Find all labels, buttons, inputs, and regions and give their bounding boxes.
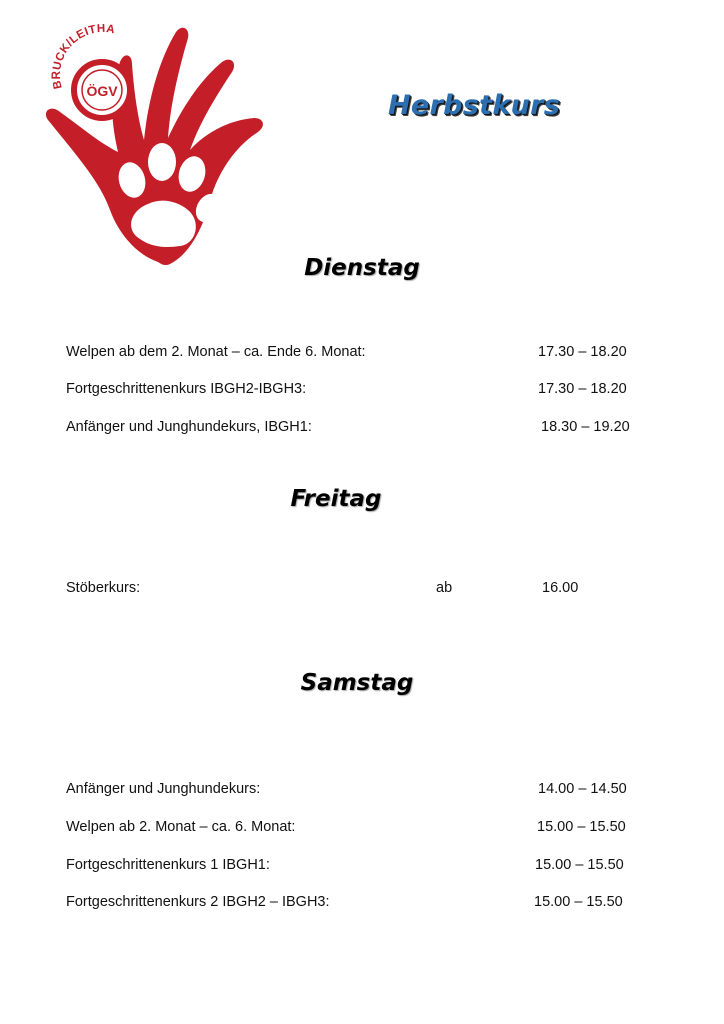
emblem-text: ÖGV: [86, 83, 118, 99]
course-label: Fortgeschrittenenkurs 2 IBGH2 – IBGH3:: [66, 894, 330, 910]
schedule-row: [0, 819, 724, 839]
course-label: Fortgeschrittenenkurs 1 IBGH1:: [66, 857, 270, 873]
course-label: Anfänger und Junghundekurs:: [66, 781, 261, 797]
schedule-row: [0, 419, 724, 439]
course-time: 14.00 – 14.50: [538, 781, 627, 797]
course-time: 16.00: [542, 580, 579, 596]
page-title: Herbstkurs: [388, 90, 561, 121]
course-prefix: ab: [436, 580, 453, 596]
schedule-row: [0, 381, 724, 401]
logo-text: BRUCK/LEITHA: [50, 22, 117, 90]
course-time: 15.00 – 15.50: [534, 894, 623, 910]
course-label: Welpen ab 2. Monat – ca. 6. Monat:: [66, 819, 296, 835]
course-time: 17.30 – 18.20: [538, 381, 627, 397]
course-time: 17.30 – 18.20: [538, 344, 627, 360]
course-time: 15.00 – 15.50: [537, 819, 626, 835]
course-time: 15.00 – 15.50: [535, 857, 624, 873]
day-heading-samstag: Samstag: [300, 670, 414, 696]
course-time: 18.30 – 19.20: [541, 419, 630, 435]
course-label: Fortgeschrittenenkurs IBGH2-IBGH3:: [66, 381, 307, 397]
schedule-row: [0, 580, 724, 600]
schedule-row: [0, 781, 724, 801]
schedule-row: [0, 344, 724, 364]
course-label: Welpen ab dem 2. Monat – ca. Ende 6. Monat:: [66, 344, 366, 360]
schedule-row: [0, 857, 724, 877]
schedule-row: [0, 894, 724, 914]
club-logo: [40, 22, 300, 272]
course-label: Stöberkurs:: [66, 580, 141, 596]
day-heading-dienstag: Dienstag: [304, 255, 420, 281]
day-heading-freitag: Freitag: [290, 486, 382, 512]
course-label: Anfänger und Junghundekurs, IBGH1:: [66, 419, 312, 435]
